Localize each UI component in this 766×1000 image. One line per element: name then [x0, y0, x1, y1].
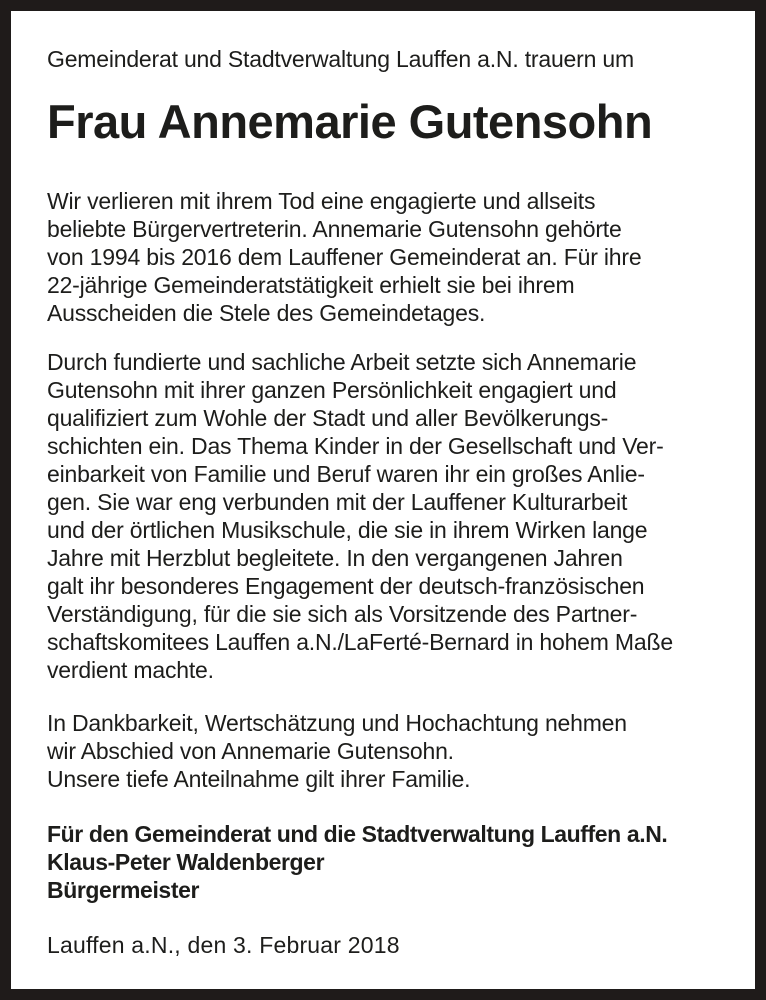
- mourning-intro-line: Gemeinderat und Stadtverwaltung Lauffen a.N. trauern um: [47, 46, 634, 72]
- place-date-line: Lauffen a.N., den 3. Februar 2018: [47, 932, 400, 958]
- deceased-name-title: Frau Annemarie Gutensohn: [47, 95, 653, 148]
- signature-block: Für den Gemeinderat und die Stadtverwaltung Lauffen a.N. Klaus-Peter Waldenberger Bürgermeister: [47, 821, 668, 903]
- obituary-content: [11, 11, 755, 959]
- paragraph-council-membership: Wir verlieren mit ihrem Tod eine engagierte und allseits beliebte Bürgervertreterin. Annemarie Gutensohn gehörte von 1994 bis 2016 dem Lauffener Gemeinderat an. Für ihre 22-jährige Gemeinderatstätigkeit erhielt sie bei ihrem Ausscheiden die Stele des Gemeindetages.: [47, 188, 642, 326]
- paragraph-life-work: Durch fundierte und sachliche Arbeit setzte sich Annemarie Gutensohn mit ihrer ganzen Persönlichkeit engagiert und qualifiziert zum Wohle der Stadt und aller Bevölkerungs- schichten ein. Das Thema Kinder in der Gesellschaft und Ver- einbarkeit von Familie und Beruf waren ihr ein großes Anlie- gen. Sie war eng verbunden mit der Lauffener Kulturarbeit und der örtlichen Musikschule, die sie in ihrem Wirken lange Jahre mit Herzblut begleitete. In den vergangenen Jahren galt ihr besonderes Engagement der deutsch-französischen Verständigung, für die sie sich als Vorsitzende des Partner- schaftskomitees Lauffen a.N./LaFerté-Bernard in hohem Maße verdient machte.: [47, 349, 673, 683]
- paragraph-condolence: In Dankbarkeit, Wertschätzung und Hochachtung nehmen wir Abschied von Annemarie Gutensohn. Unsere tiefe Anteilnahme gilt ihrer Familie.: [47, 710, 627, 792]
